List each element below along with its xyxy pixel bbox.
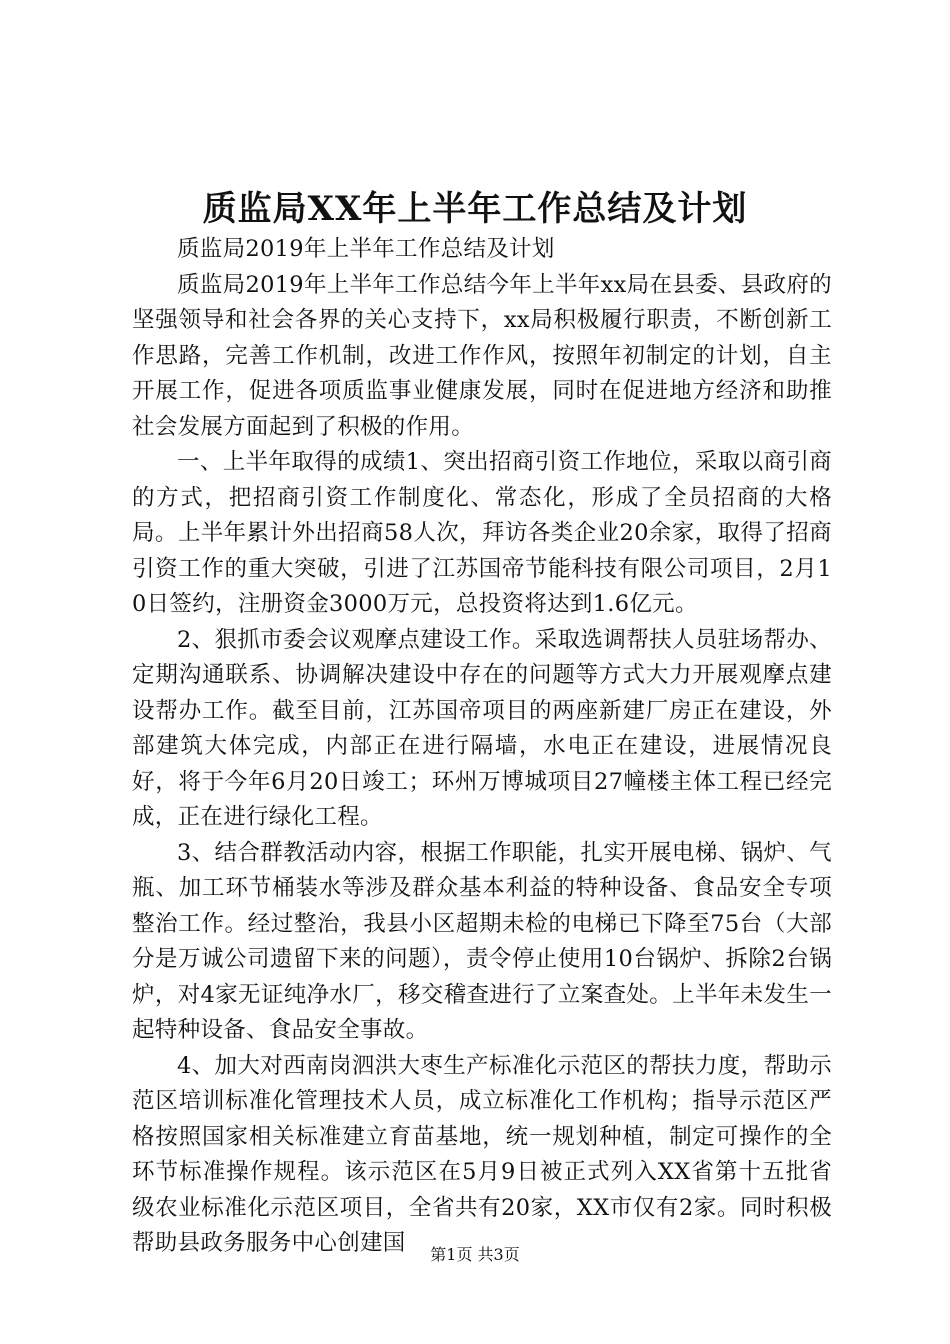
- paragraph-intro: 质监局2019年上半年工作总结今年上半年xx局在县委、县政府的坚强领导和社会各界的关心支持下，xx局积极履行职责，不断创新工作思路，完善工作机制，改进工作作风，按照年初制定的计划，自主开展工作，促进各项质监事业健康发展，同时在促进地方经济和助推社会发展方面起到了积极的作用。: [132, 271, 832, 440]
- document-body: [132, 232, 832, 1262]
- paragraph-achievement-3: 3、结合群教活动内容，根据工作职能，扎实开展电梯、锅炉、气瓶、加工环节桶装水等涉及群众基本利益的特种设备、食品安全专项整治工作。经过整治，我县小区超期未检的电梯已下降至75台（大部分是万诚公司遗留下来的问题），责令停止使用10台锅炉、拆除2台锅炉，对4家无证纯净水厂，移交稽查进行了立案查处。上半年未发生一起特种设备、食品安全事故。: [132, 839, 832, 1043]
- page-number-footer: 第1页 共3页: [430, 1245, 520, 1264]
- paragraph-achievement-4: 4、加大对西南岗泗洪大枣生产标准化示范区的帮扶力度，帮助示范区培训标准化管理技术人员，成立标准化工作机构；指导示范区严格按照国家相关标准建立育苗基地，统一规划种植，制定可操作的全环节标准操作规程。该示范区在5月9日被正式列入XX省第十五批省级农业标准化示范区项目，全省共有20家，XX市仅有2家。同时积极帮助县政务服务中心创建国: [132, 1052, 832, 1256]
- paragraph-subtitle: 质监局2019年上半年工作总结及计划: [177, 236, 555, 262]
- document-title: 质监局XX年上半年工作总结及计划: [202, 189, 748, 229]
- paragraph-achievement-1: 一、上半年取得的成绩1、突出招商引资工作地位，采取以商引商的方式，把招商引资工作制度化、常态化，形成了全员招商的大格局。上半年累计外出招商58人次，拜访各类企业20余家，取得了招商引资工作的重大突破，引进了江苏国帝节能科技有限公司项目，2月10日签约，注册资金3000万元，总投资将达到1.6亿元。: [132, 449, 832, 617]
- paragraph-achievement-2: 2、狠抓市委会议观摩点建设工作。采取选调帮扶人员驻场帮办、定期沟通联系、协调解决建设中存在的问题等方式大力开展观摩点建设帮办工作。截至目前，江苏国帝项目的两座新建厂房正在建设，外部建筑大体完成，内部正在进行隔墙，水电正在建设，进展情况良好，将于今年6月20日竣工；环州万博城项目27幢楼主体工程已经完成，正在进行绿化工程。: [132, 626, 832, 830]
